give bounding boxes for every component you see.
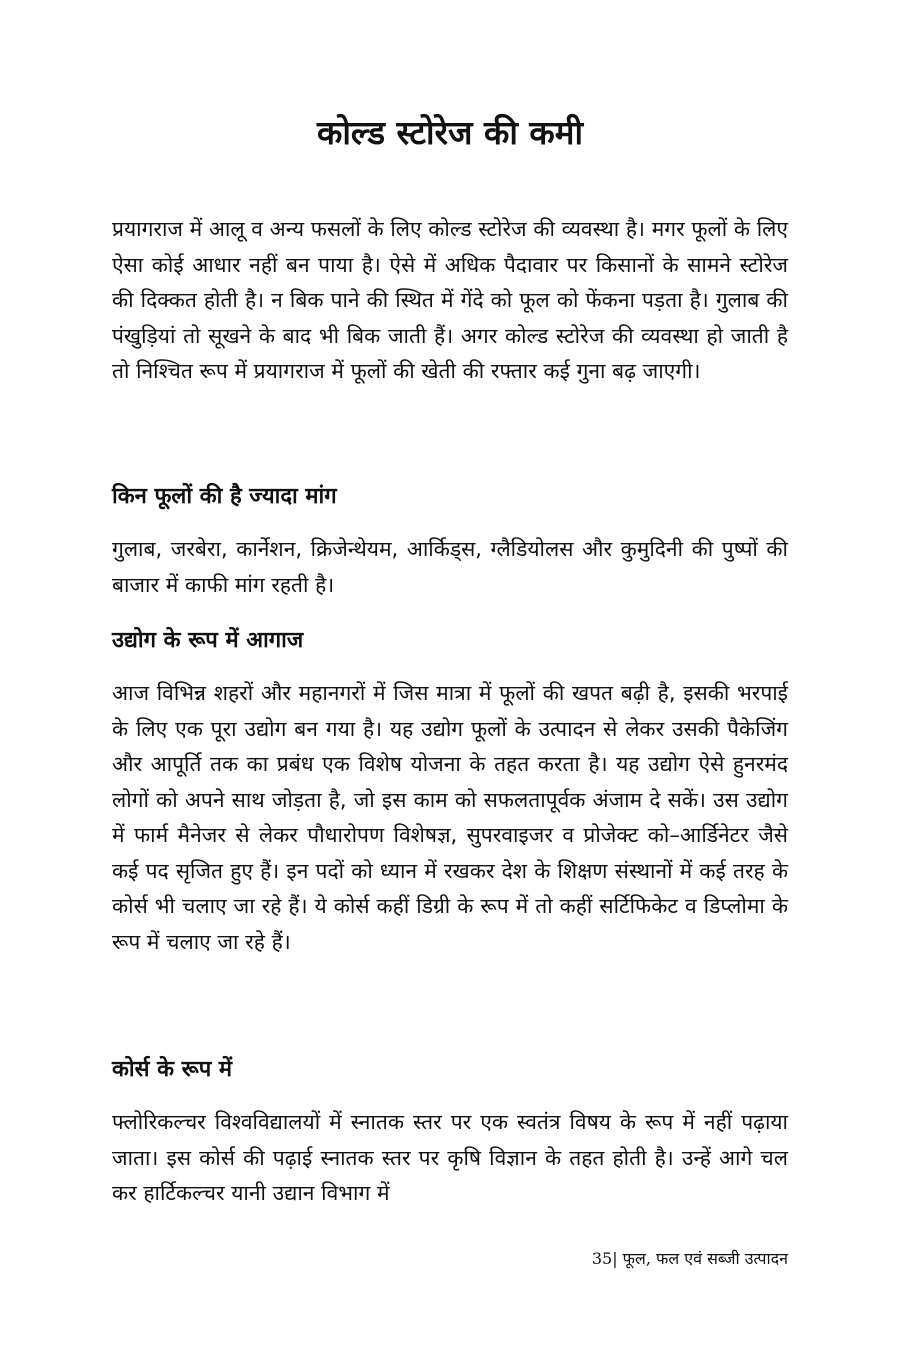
paragraph-industry-start: आज विभिन्न शहरों और महानगरों में जिस मात्रा में फूलों की खपत बढ़ी है, इसकी भरपाई के लिए एक पूरा उद्योग बन गया है। यह उद्योग फूलों के उत्पादन से लेकर उसकी पैकेजिंग और आपूर्ति तक का प्रबंध एक विशेष योजना के तहत करता है। यह उद्योग ऐसे हुनरमंद लोगों को अपने साथ जोड़ता है, जो इस काम को सफलतापूर्वक अंजाम दे सकें। उस उद्योग में फार्म मैनेजर से लेकर पौधारोपण विशेषज्ञ, सुपरवाइजर व प्रोजेक्ट को–आर्डिनेटर जैसे कई पद सृजित हुए हैं। इन पदों को ध्यान में रखकर देश के शिक्षण संस्थानों में कई तरह के कोर्स भी चलाए जा रहे हैं। ये कोर्स कहीं डिग्री के रूप में तो कहीं सर्टिफिकेट व डिप्लोमा के रूप में चलाए जा रहे हैं।: [112, 681, 788, 954]
heading-industry-start: उद्योग के रूप में आगाज: [112, 628, 304, 653]
paragraph-flower-demand: गुलाब, जरबेरा, कार्नेशन, क्रिजेन्थेयम, आर्किड्स, ग्लैडियोलस और कुमुदिनी की पुष्पों की बाजार में काफी मांग रहती है।: [112, 537, 788, 597]
heading-as-course: कोर्स के रूप में: [112, 1057, 233, 1082]
paragraph-as-course: फ्लोरिकल्चर विश्वविद्यालयों में स्नातक स्तर पर एक स्वतंत्र विषय के रूप में नहीं पढ़ाया जाता। इस कोर्स की पढ़ाई स्नातक स्तर पर कृषि विज्ञान के तहत होती है। उन्हें आगे चल कर हार्टिकल्चर यानी उद्यान विभाग में: [112, 1110, 788, 1205]
footer-separator: |: [612, 1249, 618, 1268]
page-number: 35: [591, 1249, 613, 1268]
heading-flower-demand: किन फूलों की है ज्यादा मांग: [112, 484, 337, 509]
page-title: कोल्ड स्टोरेज की कमी: [316, 113, 584, 152]
book-title: फूल, फल एवं सब्जी उत्पादन: [617, 1249, 788, 1268]
page-footer: [592, 1248, 788, 1270]
paragraph-cold-storage: प्रयागराज में आलू व अन्य फसलों के लिए कोल्ड स्टोरेज की व्यवस्था है। मगर फूलों के लिए ऐसा कोई आधार नहीं बन पाया है। ऐसे में अधिक पैदावार पर किसानों के सामने स्टोरेज की दिक्कत होती है। न बिक पाने की स्थित में गेंदे को फूल को फेंकना पड़ता है। गुलाब की पंखुड़ियां तो सूखने के बाद भी बिक जाती हैं। अगर कोल्ड स्टोरेज की व्यवस्था हो जाती है तो निश्चित रूप में प्रयागराज में फूलों की खेती की रफ्तार कई गुना बढ़ जाएगी।: [112, 217, 788, 383]
